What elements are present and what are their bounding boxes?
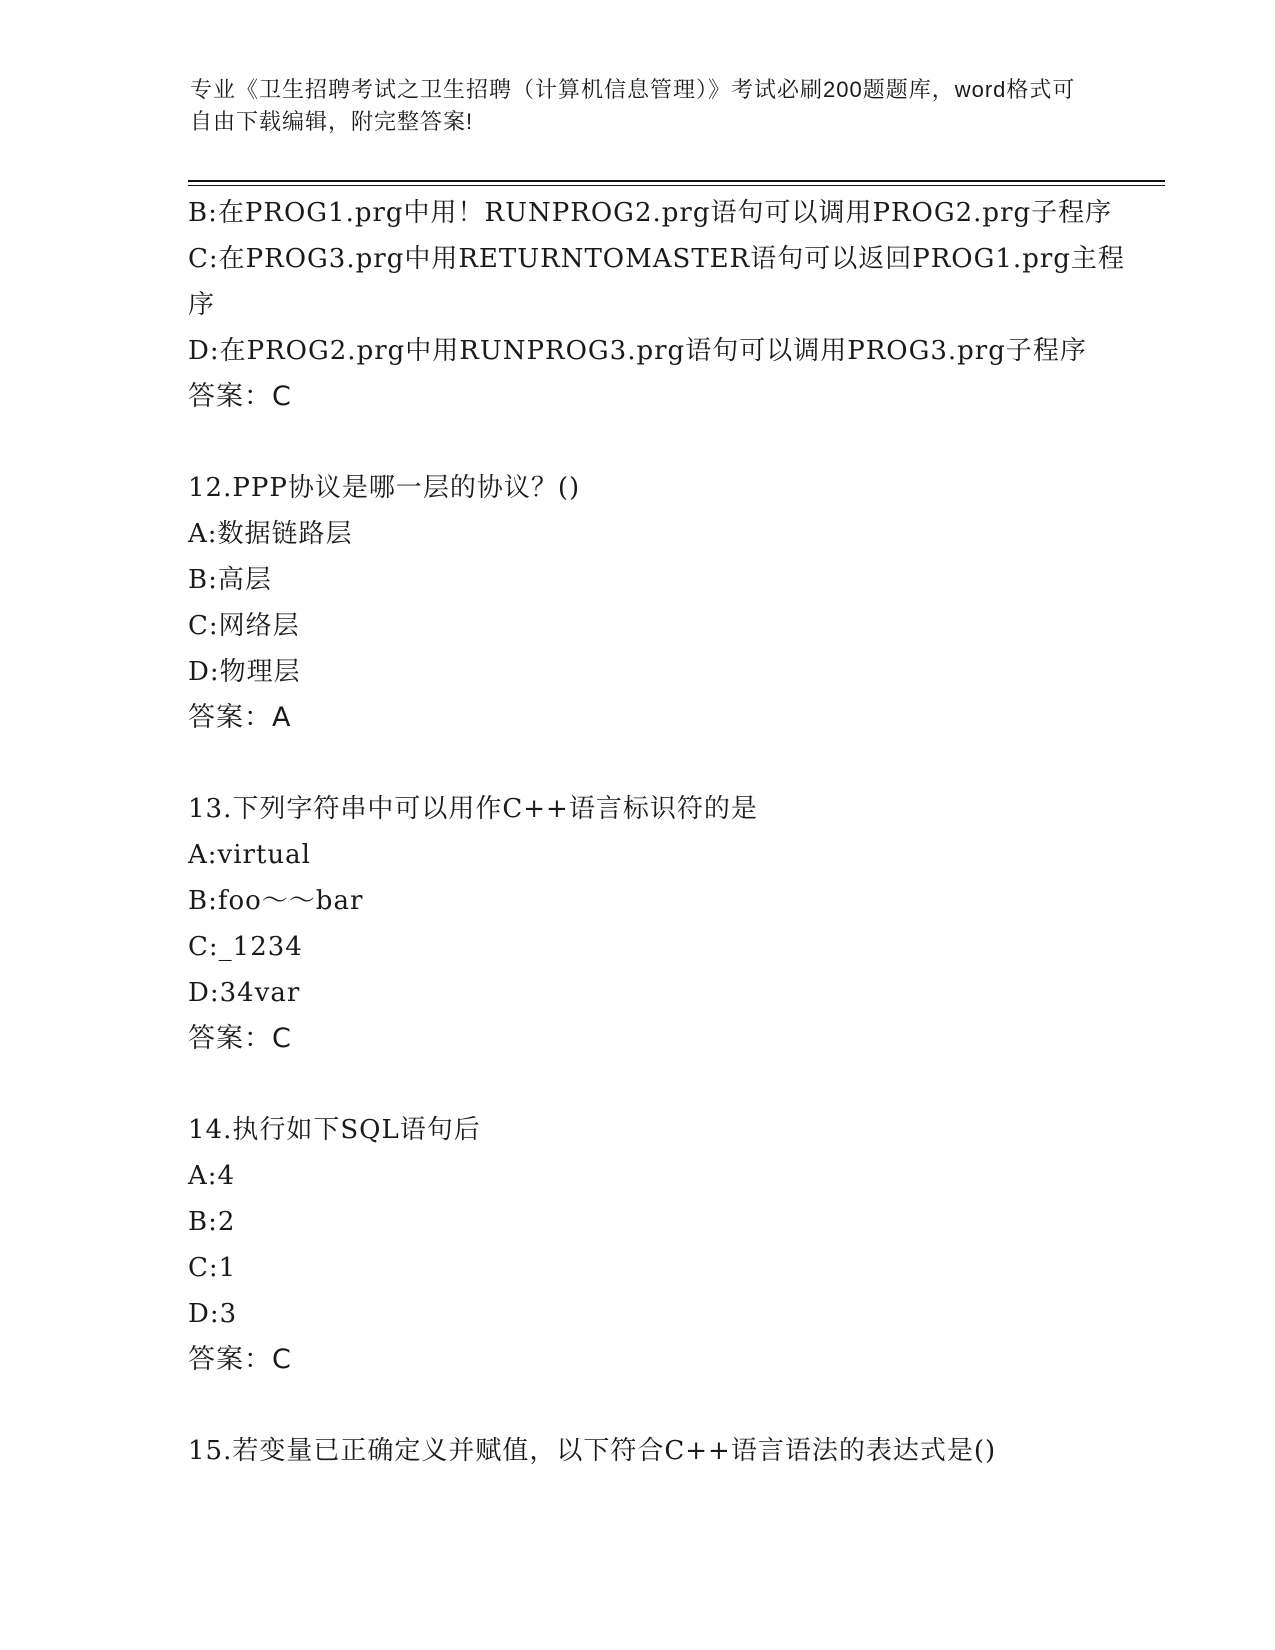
answer-line: 答案：C xyxy=(188,381,292,412)
answer-line: 答案：C xyxy=(188,1344,292,1375)
spacer xyxy=(188,741,1108,786)
document-header: 专业《卫生招聘考试之卫生招聘（计算机信息管理）》考试必刷200题题库，word格式可自由下载编辑，附完整答案! xyxy=(190,77,1076,134)
header-divider-thin xyxy=(188,185,1165,186)
question-content xyxy=(188,190,1125,1474)
header-divider xyxy=(188,180,1165,182)
spacer xyxy=(188,420,1108,465)
option-c-continued: 序 xyxy=(188,290,216,320)
spacer xyxy=(188,1383,1108,1428)
option-d: D:在PROG2.prg中用RUNPROG3.prg语句可以调用PROG3.prg子程序 xyxy=(188,336,1087,366)
question-stem: 14.执行如下SQL语句后 xyxy=(188,1115,481,1145)
option-c: C:网络层 xyxy=(188,611,300,641)
option-b: B:foo～～bar xyxy=(188,886,364,916)
question-stem: 15.若变量已正确定义并赋值，以下符合C++语言语法的表达式是() xyxy=(188,1436,997,1466)
spacer xyxy=(188,1062,1108,1107)
option-a: A:4 xyxy=(188,1161,236,1191)
option-a: A:数据链路层 xyxy=(188,519,353,549)
option-d: D:物理层 xyxy=(188,657,301,687)
option-b: B:高层 xyxy=(188,565,272,595)
answer-line: 答案：A xyxy=(188,702,292,733)
question-stem: 13.下列字符串中可以用作C++语言标识符的是 xyxy=(188,794,758,824)
question-stem: 12.PPP协议是哪一层的协议？() xyxy=(188,473,581,503)
option-b: B:在PROG1.prg中用！RUNPROG2.prg语句可以调用PROG2.prg子程序 xyxy=(188,198,1113,228)
option-d: D:34var xyxy=(188,978,301,1008)
option-a: A:virtual xyxy=(188,840,311,870)
answer-line: 答案：C xyxy=(188,1023,292,1054)
option-c: C:_1234 xyxy=(188,932,303,962)
option-c: C:1 xyxy=(188,1253,237,1283)
option-c: C:在PROG3.prg中用RETURNTOMASTER语句可以返回PROG1.prg主程 xyxy=(188,244,1125,274)
option-d: D:3 xyxy=(188,1299,238,1329)
option-b: B:2 xyxy=(188,1207,236,1237)
